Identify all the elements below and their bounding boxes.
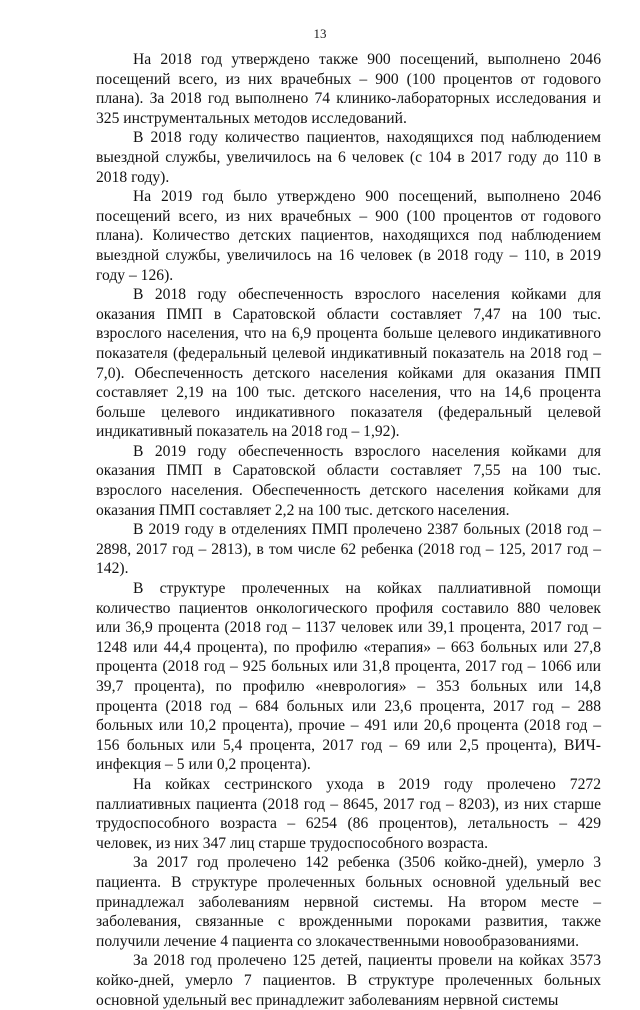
- document-body: [96, 50, 601, 1010]
- paragraph: На 2019 год было утверждено 900 посещений, выполнено 2046 посещений всего, из них врачебных – 900 (100 процентов от годового плана). Количество детских пациентов, находящихся под наблюдением выездной службы, увеличилось на 16 человек (в 2018 году – 110, в 2019 году – 126).: [96, 188, 601, 284]
- paragraph: В 2019 году обеспеченность взрослого населения койками для оказания ПМП в Саратовской области составляет 7,55 на 100 тыс. взрослого населения. Обеспеченность детского населения койками для оказания ПМП составляет 2,2 на 100 тыс. детского населения.: [96, 442, 601, 519]
- paragraph: На койках сестринского ухода в 2019 году пролечено 7272 паллиативных пациента (2018 год – 8645, 2017 год – 8203), из них старше трудоспособного возраста – 6254 (86 процентов), летальность – 429 человек, из них 347 лиц старше трудоспособного возраста.: [96, 775, 601, 852]
- paragraph: В 2018 году обеспеченность взрослого населения койками для оказания ПМП в Саратовской области составляет 7,47 на 100 тыс. взрослого населения, что на 6,9 процента больше целевого индикативного показателя (федеральный целевой индикативный показатель на 2018 год – 7,0). Обеспеченность детского населения койками для оказания ПМП составляет 2,19 на 100 тыс. детского населения, что на 14,6 процента больше целевого индикативного показателя (федеральный целевой индикативный показатель на 2018 год – 1,92).: [96, 286, 601, 441]
- paragraph: На 2018 год утверждено также 900 посещений, выполнено 2046 посещений всего, из них врачебных – 900 (100 процентов от годового плана). За 2018 год выполнено 74 клинико-лабораторных исследования и 325 инструментальных методов исследований.: [96, 51, 601, 127]
- page-number: 13: [313, 26, 327, 41]
- paragraph: В 2019 году в отделениях ПМП пролечено 2387 больных (2018 год – 2898, 2017 год – 2813), в том числе 62 ребенка (2018 год – 125, 2017 год – 142).: [96, 521, 601, 578]
- paragraph: За 2017 год пролечено 142 ребенка (3506 койко-дней), умерло 3 пациента. В структуре пролеченных больных основной удельный вес принадлежал заболеваниям нервной системы. На втором месте – заболевания, связанные с врожденными пороками развития, также получили лечение 4 пациента со злокачественными новообразованиями.: [96, 854, 601, 950]
- paragraph: В 2018 году количество пациентов, находящихся под наблюдением выездной службы, увеличилось на 6 человек (с 104 в 2017 году до 110 в 2018 году).: [96, 129, 601, 186]
- paragraph: В структуре пролеченных на койках паллиативной помощи количество пациентов онкологического профиля составило 880 человек или 36,9 процента (2018 год – 1137 человек или 39,1 процента, 2017 год – 1248 или 44,4 процента), по профилю «терапия» – 663 больных или 27,8 процента (2018 год – 925 больных или 31,8 процента, 2017 год – 1066 или 39,7 процента), по профилю «неврология» – 353 больных или 14,8 процента (2018 год – 684 больных или 23,6 процента, 2017 год – 288 больных или 10,2 процента), прочие – 491 или 20,6 процента (2018 год – 156 больных или 5,4 процента, 2017 год – 69 или 2,5 процента), ВИЧ-инфекция – 5 или 0,2 процента).: [96, 580, 601, 774]
- paragraph: За 2018 год пролечено 125 детей, пациенты провели на койках 3573 койко-дней, умерло 7 пациентов. В структуре пролеченных больных основной удельный вес принадлежит заболеваниям нервной системы: [96, 952, 601, 1009]
